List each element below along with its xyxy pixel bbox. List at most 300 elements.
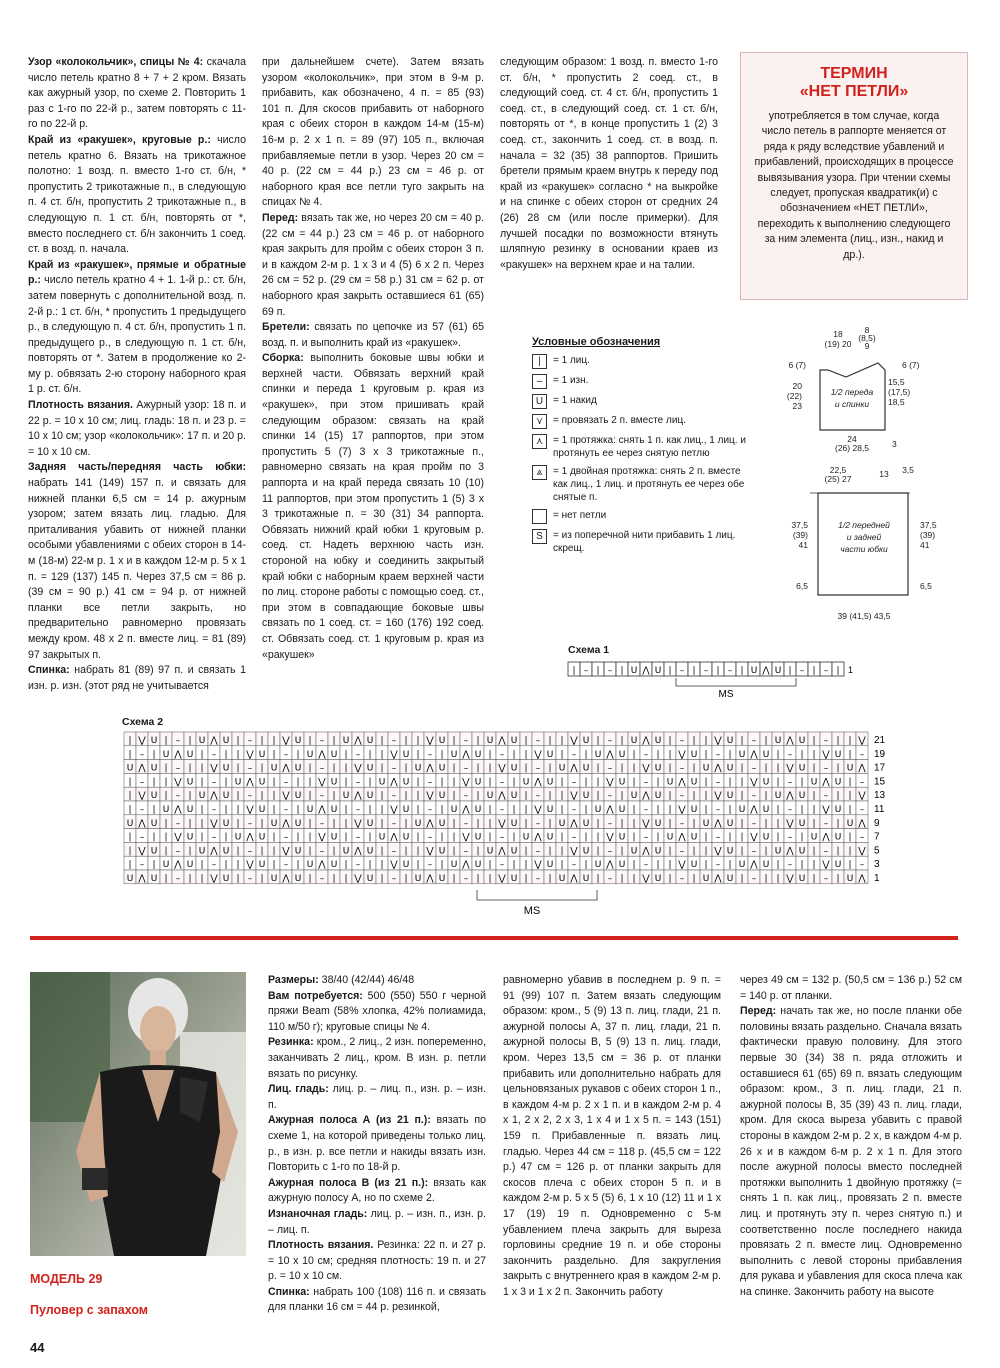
svg-text:U: U [594, 749, 602, 760]
schema2-cell [796, 787, 808, 801]
schema2-cell [400, 842, 412, 856]
schema2-cell [184, 870, 196, 884]
svg-text:–: – [571, 832, 577, 843]
schema2-cell [280, 842, 292, 856]
svg-text:|: | [380, 846, 384, 857]
schema2-cell [400, 829, 412, 843]
schema2-cell [820, 842, 832, 856]
svg-text:U: U [654, 874, 662, 884]
svg-text:|: | [296, 749, 300, 760]
schema2-cell [700, 801, 712, 815]
schema2-cell [268, 815, 280, 829]
schema2-cell [400, 856, 412, 870]
svg-text:U: U [798, 736, 806, 746]
schema2-cell [532, 746, 544, 760]
schema2-cell [532, 787, 544, 801]
svg-text:U: U [702, 818, 710, 829]
schema2-cell [640, 870, 652, 884]
schema2-cell [436, 829, 448, 843]
svg-text:|: | [596, 874, 600, 884]
svg-text:U: U [366, 874, 374, 884]
schema2-cell [580, 829, 592, 843]
svg-text:U: U [654, 763, 662, 774]
schema2-cell [292, 787, 304, 801]
paragraph-heading: Спинка: [28, 664, 70, 677]
svg-text:|: | [524, 874, 528, 884]
schema2-cell [616, 801, 628, 815]
schema2-cell [292, 829, 304, 843]
schema2-cell [556, 801, 568, 815]
schema2-cell [364, 746, 376, 760]
schema2-cell [244, 746, 256, 760]
svg-text:|: | [740, 846, 744, 857]
svg-text:|: | [560, 736, 564, 746]
legend-item [532, 434, 752, 460]
svg-text:|: | [236, 818, 240, 829]
schema2-cell [328, 732, 340, 746]
schema2-cell [628, 842, 640, 856]
section-divider [30, 936, 958, 940]
svg-text:|: | [308, 832, 312, 843]
svg-text:–: – [679, 846, 685, 857]
schema2-cell [616, 815, 628, 829]
svg-text:|: | [560, 749, 564, 760]
schema2-cell [232, 801, 244, 815]
schema2-cell [292, 870, 304, 884]
svg-text:|: | [548, 874, 552, 884]
svg-text:–: – [859, 749, 865, 760]
svg-text:U: U [666, 832, 674, 843]
schema1-cell [676, 662, 688, 676]
schema2-cell [808, 801, 820, 815]
schema2-cell [496, 856, 508, 870]
schema2-cell [364, 732, 376, 746]
schema2-cell [604, 787, 616, 801]
schema1-ms-bracket [676, 678, 796, 686]
schema2-cell [148, 815, 160, 829]
svg-text:|: | [812, 666, 816, 676]
schema2-cell [184, 801, 196, 815]
svg-text:|: | [512, 749, 516, 760]
schema2-cell [232, 787, 244, 801]
svg-text:–: – [463, 736, 469, 746]
svg-text:15,5: 15,5 [888, 377, 905, 387]
schema2-cell [196, 787, 208, 801]
schema2-cell [184, 829, 196, 843]
svg-text:U: U [270, 818, 278, 829]
svg-text:U: U [342, 846, 350, 857]
svg-text:U: U [630, 791, 638, 802]
schema2-cell [496, 746, 508, 760]
paragraph-text: равномерно убавив в последнем р. 9 п. = 91 (99) 107 п. Затем вязать следующим образом: кром., 5 (9) 13 п. лиц. глади, 21 п. ажурной полосы А, 37 п. лиц. глади, 21 п. ажурной полосы В, 5 (9) 13 п. лиц. глади, кром. Через 13,5 см = 36 р. от планки прибавить или дополнительно набрать для цельновязаных рукавов с обеих сторон 1 п., в каждом 4-м р. 2 х 1 п. и в каждом 2-м р. 4 х 1, 2 х 2, 2 х 3, 1 х 4 и 1 х 5 п. = 143 (151) 159 п. Прибавленные п. вязать лиц. гладью. Через 44 см = 118 р. (45,5 см = 122 р.) 47 см = 126 р. от планки закрыть для скосов плеча с обеих сторон 5 п. и в каждом 2-м р. 5 х 5 (5) 6, 1 х 10 (12) 11 и 1 х 17 (19) 19 п. Одновременно с 5-м убавлением плеча закрыть для выреза горловины средние 19 п. и обе стороны закончить раздельно. Для закругления закрыть с внутреннего края в каждом 2-м р. 1 х 3 и 1 х 2 п. Закончить работу [503, 974, 721, 1298]
schema2-cell [124, 746, 136, 760]
svg-text:U: U [762, 777, 770, 788]
schema2-cell [652, 829, 664, 843]
svg-text:|: | [668, 860, 672, 871]
schema2-cell [268, 760, 280, 774]
schema2-cell [544, 870, 556, 884]
schema2-cell [244, 773, 256, 787]
schema2-cell [544, 787, 556, 801]
svg-text:|: | [440, 777, 444, 788]
schema2-cell [244, 856, 256, 870]
svg-text:–: – [799, 666, 805, 676]
schema2-cell [244, 760, 256, 774]
schema2-cell [340, 801, 352, 815]
schema2-cell [184, 760, 196, 774]
svg-text:24: 24 [847, 434, 857, 444]
svg-text:U: U [594, 805, 602, 815]
schema2-cell [280, 801, 292, 815]
paragraph-text: набрать 100 (108) 116 п. и связать для планки 16 см = 44 р. резинкой, [268, 1285, 486, 1314]
legend-text: = провязать 2 п. вместе лиц. [553, 415, 686, 426]
schema2-cell [508, 760, 520, 774]
paragraph [262, 320, 484, 351]
schema2-cell [580, 815, 592, 829]
schema2-cell [760, 787, 772, 801]
schema2-cell [316, 801, 328, 815]
schema2-cell [556, 746, 568, 760]
schema2-cell [124, 856, 136, 870]
svg-text:U: U [438, 791, 446, 802]
svg-text:|: | [368, 805, 372, 815]
schema2-cell [316, 815, 328, 829]
schema2-cell [784, 815, 796, 829]
svg-text:|: | [224, 777, 228, 788]
svg-text:–: – [283, 805, 289, 815]
svg-text:U: U [690, 860, 698, 871]
svg-text:U: U [378, 832, 386, 843]
svg-text:U: U [834, 832, 842, 843]
svg-text:|: | [236, 791, 240, 802]
schema2-cell [616, 842, 628, 856]
schema2-cell [196, 856, 208, 870]
svg-text:3: 3 [892, 439, 897, 449]
schema2-cell [232, 856, 244, 870]
schema2-cell [808, 870, 820, 884]
svg-text:⋁: ⋁ [534, 805, 542, 815]
schema1-cell [580, 662, 592, 676]
schema2-cell [280, 732, 292, 746]
paragraph-text: набрать 141 (149) 157 п. и связать для нижней планки 6,5 см = 14 р. ажурным узором; затем вязать лиц. гладью. Для приталивания убавить от нижней планки особыми убавлениями с обеих сторон в 14-м (18-м) 22-м р. 1 х и в каждом 12-м р. 5 х 1 п. = 129 (137) 145 п. Через 37,5 см = 86 р. (39 см = 90 р.) 41 см = 94 р. от нижней планки все петли закрыть, но предварительно равномерно провязать между кром. 48 х 2 п. вместе лиц. = 81 (89) 97 закрытых п. [28, 477, 246, 661]
schema2-cell [664, 773, 676, 787]
text-column-1 [28, 55, 246, 694]
svg-text:|: | [692, 736, 696, 746]
svg-text:U: U [150, 791, 158, 802]
svg-text:U: U [234, 777, 242, 788]
schema2-cell [604, 815, 616, 829]
schema2-cell [220, 829, 232, 843]
svg-text:–: – [319, 874, 325, 884]
schema2-cell [220, 801, 232, 815]
svg-text:⋀: ⋀ [282, 818, 290, 829]
svg-text:|: | [692, 666, 696, 676]
schema2-cell [688, 760, 700, 774]
svg-text:U: U [258, 749, 266, 760]
schema2-cell [856, 842, 868, 856]
schema2-cell [652, 856, 664, 870]
schema2-cell [856, 870, 868, 884]
svg-text:U: U [546, 777, 554, 788]
schema2-cell [196, 870, 208, 884]
schema2-cell [160, 801, 172, 815]
svg-text:|: | [128, 832, 132, 843]
schema2-cell [496, 870, 508, 884]
paragraph-heading: Перед: [740, 1005, 777, 1018]
schema2-cell [340, 760, 352, 774]
svg-text:⋁: ⋁ [714, 846, 722, 857]
svg-text:⋁: ⋁ [534, 749, 542, 760]
svg-text:U: U [582, 791, 590, 802]
svg-text:|: | [632, 832, 636, 843]
svg-text:|: | [380, 805, 384, 815]
svg-text:23: 23 [792, 401, 802, 411]
schema2-cell [796, 856, 808, 870]
schema2-cell [556, 870, 568, 884]
schema2-cell [604, 760, 616, 774]
schema2-cell [184, 746, 196, 760]
svg-text:–: – [499, 832, 505, 843]
svg-text:|: | [404, 791, 408, 802]
paragraph [262, 351, 484, 663]
schema2-cell [628, 856, 640, 870]
svg-text:⋀: ⋀ [354, 846, 362, 857]
svg-text:–: – [211, 777, 217, 788]
schema2-cell [640, 746, 652, 760]
svg-text:–: – [283, 860, 289, 871]
schema2-cell [352, 760, 364, 774]
schema2-cell [484, 856, 496, 870]
schema2-cell [760, 842, 772, 856]
svg-text:|: | [584, 749, 588, 760]
schema2-cell [628, 746, 640, 760]
schema2-cell [220, 842, 232, 856]
schema1-cell [664, 662, 676, 676]
legend-item [532, 354, 752, 369]
schema2-cell [712, 842, 724, 856]
schema2-cell [328, 829, 340, 843]
schema2-cell [640, 801, 652, 815]
schema2-cell [568, 801, 580, 815]
schema2-cell [628, 773, 640, 787]
schema2-cell [556, 842, 568, 856]
svg-text:–: – [787, 805, 793, 815]
schema2-cell [580, 870, 592, 884]
schema2-cell [772, 870, 784, 884]
schema2-cell [364, 773, 376, 787]
svg-text:⋀: ⋀ [750, 749, 758, 760]
svg-text:U: U [582, 846, 590, 857]
svg-text:U: U [702, 763, 710, 774]
svg-text:⋁: ⋁ [570, 736, 578, 746]
svg-text:U: U [414, 874, 422, 884]
term-title-1: ТЕРМИН [820, 65, 888, 82]
schema2-cell [340, 746, 352, 760]
svg-text:–: – [751, 846, 757, 857]
svg-text:U: U [198, 736, 206, 746]
schema2-cell [184, 787, 196, 801]
schema2-cell [532, 870, 544, 884]
schema2-cell [772, 732, 784, 746]
schema2-cell [292, 746, 304, 760]
svg-text:|: | [812, 818, 816, 829]
schema2-cell [400, 801, 412, 815]
paragraph-heading: Бретели: [262, 321, 310, 334]
schema2-cell [688, 787, 700, 801]
svg-text:–: – [679, 791, 685, 802]
schema2-cell [580, 732, 592, 746]
paragraph-heading: Плотность вязания. [268, 1239, 374, 1252]
schema2-cell [808, 815, 820, 829]
svg-text:U: U [258, 805, 266, 815]
schema2-cell [760, 746, 772, 760]
schema2-cell [520, 842, 532, 856]
svg-text:|: | [332, 736, 336, 746]
legend-text: = 1 двойная протяжка: снять 2 п. вместе как лиц., 1 лиц. и протянуть ее через обе снятые п. [553, 466, 745, 503]
svg-text:–: – [607, 666, 613, 676]
paragraph-text: 38/40 (42/44) 46/48 [318, 974, 415, 986]
svg-text:|: | [632, 763, 636, 774]
term-title-2: «НЕТ ПЕТЛИ» [799, 83, 909, 100]
svg-text:U: U [294, 736, 302, 746]
svg-text:U: U [186, 777, 194, 788]
svg-text:U: U [582, 818, 590, 829]
svg-text:⋁: ⋁ [498, 763, 506, 774]
svg-text:|: | [656, 805, 660, 815]
schema2-cell [844, 773, 856, 787]
svg-text:6 (7): 6 (7) [788, 360, 806, 370]
schema2-cell [220, 856, 232, 870]
svg-text:U: U [294, 818, 302, 829]
schema2-cell [208, 760, 220, 774]
svg-text:|: | [380, 818, 384, 829]
svg-text:–: – [859, 805, 865, 815]
paragraph [500, 55, 718, 273]
schema2-cell [856, 732, 868, 746]
svg-text:⋁: ⋁ [642, 874, 650, 884]
svg-text:⋁: ⋁ [390, 749, 398, 760]
svg-text:⋁: ⋁ [138, 791, 146, 802]
paragraph-text: Резинка: 22 п. и 27 р. = 10 х 10 см; средняя плотность: 19 п. и 27 р. = 10 х 10 см. [268, 1239, 486, 1283]
svg-text:|: | [704, 749, 708, 760]
svg-text:|: | [848, 777, 852, 788]
svg-text:|: | [488, 874, 492, 884]
schema2-cell [748, 732, 760, 746]
schema2-cell [808, 842, 820, 856]
schema1-cell [820, 662, 832, 676]
svg-text:⋁: ⋁ [282, 736, 290, 746]
svg-text:U: U [222, 791, 230, 802]
svg-text:⋁: ⋁ [678, 860, 686, 871]
schema2-cell [604, 829, 616, 843]
svg-text:|: | [788, 666, 792, 676]
svg-text:|: | [344, 763, 348, 774]
schema2-cell [700, 773, 712, 787]
svg-text:|: | [668, 874, 672, 884]
svg-text:⋀: ⋀ [858, 763, 866, 774]
paragraph-heading: Узор «колокольчик», спицы № 4: [28, 56, 204, 68]
svg-text:–: – [139, 777, 145, 788]
svg-text:|: | [128, 791, 132, 802]
schema2-row-number: 19 [874, 748, 886, 760]
svg-text:⋁: ⋁ [786, 874, 794, 884]
schema2-cell [736, 732, 748, 746]
schema2-row-number: 7 [874, 831, 880, 843]
schema1-label: Схема 1 [568, 644, 610, 656]
svg-text:|: | [632, 749, 636, 760]
svg-text:|: | [560, 832, 564, 843]
svg-text:|: | [812, 791, 816, 802]
svg-text:⋀: ⋀ [762, 666, 770, 676]
svg-text:U: U [222, 736, 230, 746]
svg-text:|: | [584, 832, 588, 843]
svg-text:⋀: ⋀ [138, 763, 146, 774]
svg-text:|: | [128, 749, 132, 760]
svg-text:–: – [823, 791, 829, 802]
schema2-cell [400, 732, 412, 746]
svg-text:U: U [270, 763, 278, 774]
schema2-cell [664, 732, 676, 746]
schema2-cell [592, 746, 604, 760]
schema2-ms-bracket [477, 890, 597, 900]
svg-text:|: | [368, 777, 372, 788]
svg-text:U: U [126, 818, 134, 829]
svg-text:–: – [679, 874, 685, 884]
svg-text:|: | [152, 805, 156, 815]
svg-text:|: | [668, 736, 672, 746]
svg-text:–: – [283, 832, 289, 843]
svg-text:|: | [308, 763, 312, 774]
schema2-cell [196, 842, 208, 856]
schema2-cell [676, 746, 688, 760]
schema2-cell [328, 856, 340, 870]
svg-text:–: – [283, 777, 289, 788]
svg-text:|: | [740, 777, 744, 788]
svg-text:|: | [296, 832, 300, 843]
schema2-cell [220, 760, 232, 774]
schema2-cell [220, 815, 232, 829]
svg-text:U: U [654, 818, 662, 829]
paragraph-heading: Вам потребуется: [268, 989, 363, 1002]
svg-text:U: U [150, 736, 158, 746]
svg-text:|: | [776, 860, 780, 871]
svg-text:|: | [728, 777, 732, 788]
schema2-cell [652, 760, 664, 774]
schema2-cell [736, 801, 748, 815]
schema2-cell [364, 787, 376, 801]
schema2-cell [244, 801, 256, 815]
svg-text:|: | [668, 805, 672, 815]
svg-text:U: U [798, 818, 806, 829]
schema2-cell [676, 856, 688, 870]
svg-text:|: | [764, 874, 768, 884]
schema2-cell [208, 801, 220, 815]
svg-text:|: | [308, 818, 312, 829]
schema2-cell [508, 815, 520, 829]
svg-text:|: | [560, 860, 564, 871]
schema2-cell [244, 870, 256, 884]
legend-item [532, 529, 752, 555]
schema2-cell [688, 870, 700, 884]
svg-text:6 (7): 6 (7) [902, 360, 920, 370]
svg-text:|: | [404, 818, 408, 829]
schema2-cell [640, 829, 652, 843]
schema2-cell [856, 746, 868, 760]
paragraph [268, 1035, 486, 1082]
svg-text:U: U [810, 777, 818, 788]
schema2-cell [484, 773, 496, 787]
svg-text:U: U [330, 805, 338, 815]
